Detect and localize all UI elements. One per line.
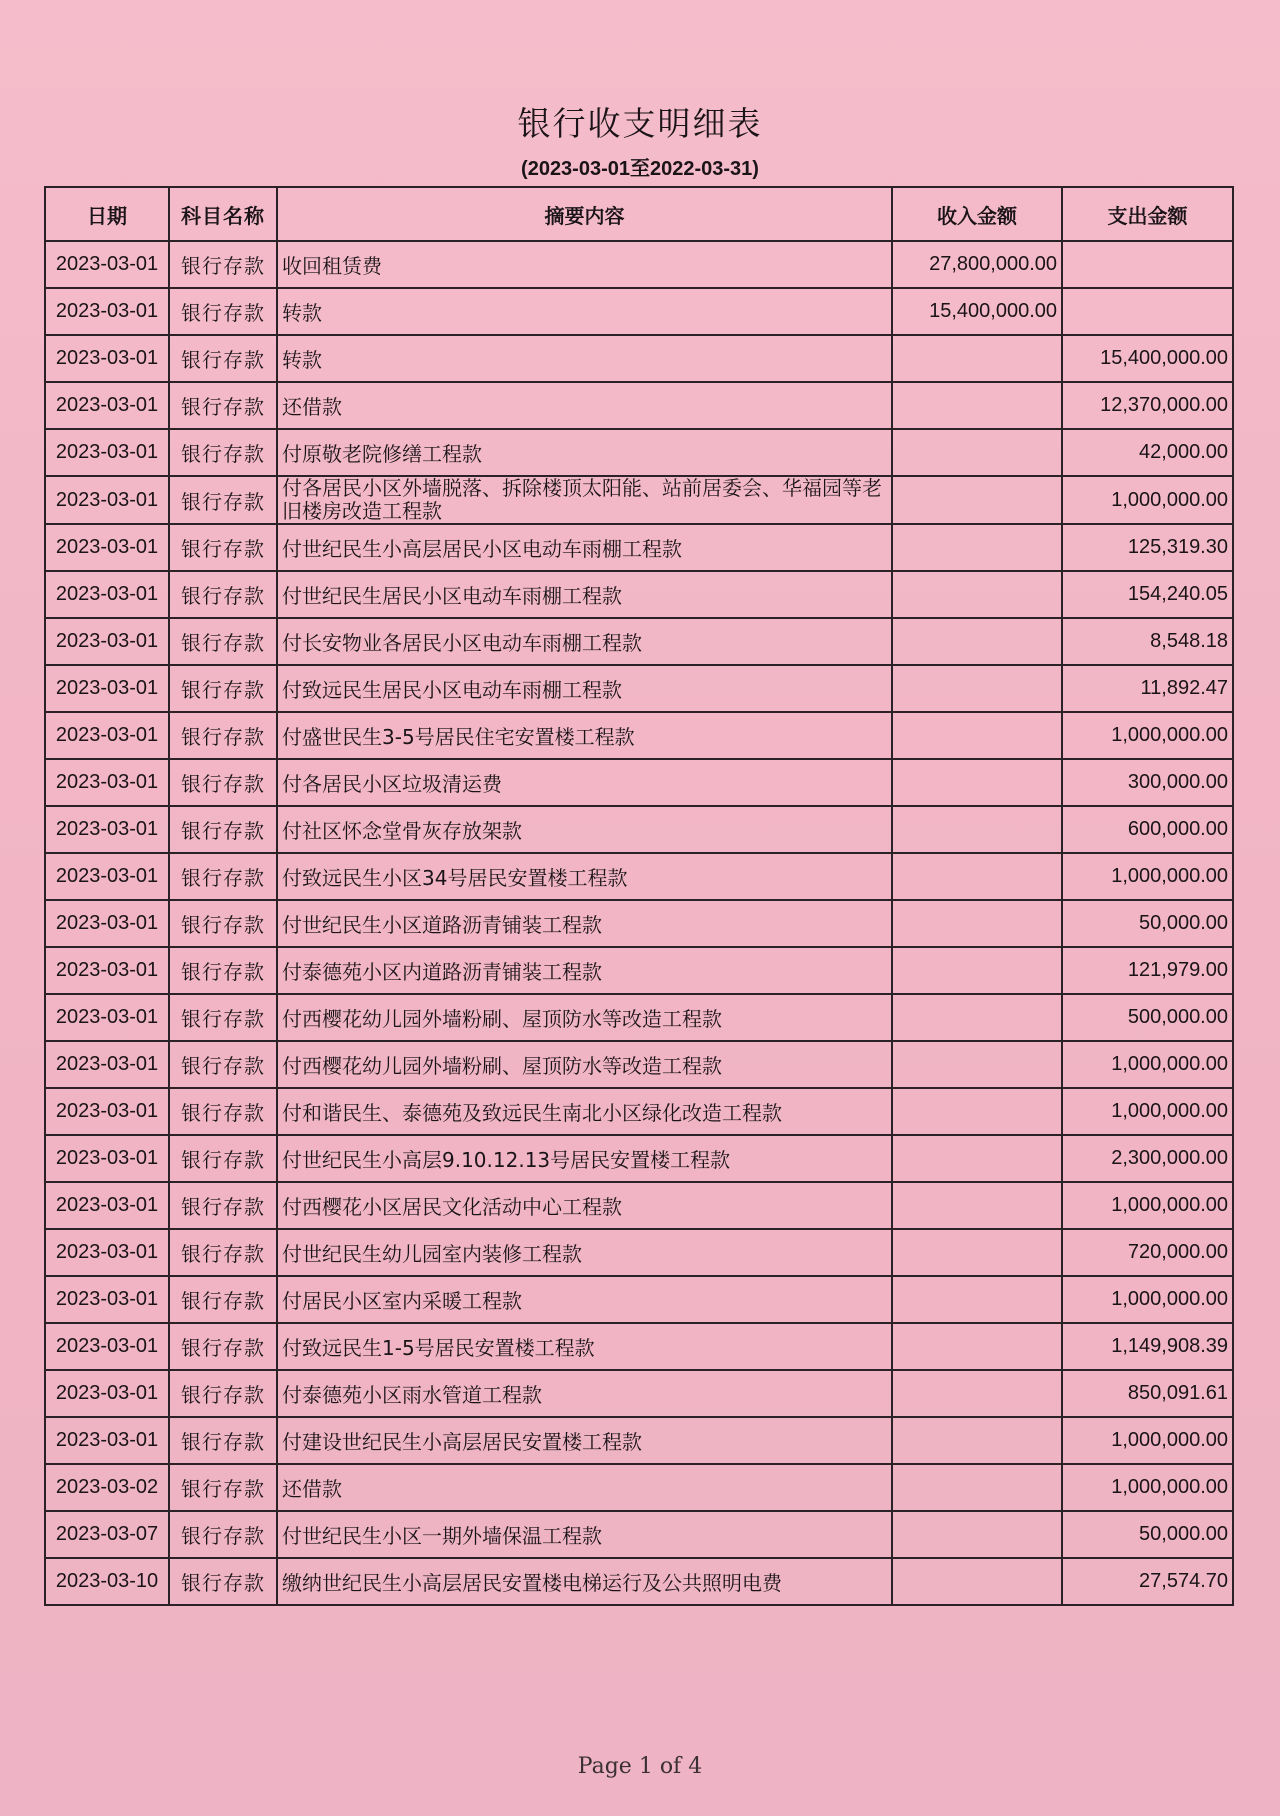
cell-summary: 付世纪民生居民小区电动车雨棚工程款 (277, 571, 892, 618)
cell-income (892, 382, 1062, 429)
cell-income (892, 618, 1062, 665)
cell-income (892, 524, 1062, 571)
cell-summary: 付社区怀念堂骨灰存放架款 (277, 806, 892, 853)
cell-expense: 1,000,000.00 (1062, 1276, 1233, 1323)
cell-income (892, 1276, 1062, 1323)
cell-income (892, 1464, 1062, 1511)
cell-summary: 还借款 (277, 382, 892, 429)
cell-summary: 付泰德苑小区内道路沥青铺装工程款 (277, 947, 892, 994)
table-row (45, 1135, 1233, 1182)
table-row (45, 524, 1233, 571)
cell-account: 银行存款 (169, 1182, 277, 1229)
cell-account: 银行存款 (169, 1041, 277, 1088)
table-row (45, 665, 1233, 712)
cell-summary: 付原敬老院修缮工程款 (277, 429, 892, 476)
cell-summary: 付世纪民生小区一期外墙保温工程款 (277, 1511, 892, 1558)
table-header-row (45, 187, 1233, 241)
cell-date: 2023-03-01 (45, 288, 169, 335)
cell-account: 银行存款 (169, 571, 277, 618)
header-summary: 摘要内容 (277, 187, 892, 241)
cell-income (892, 1558, 1062, 1605)
header-income: 收入金额 (892, 187, 1062, 241)
cell-expense: 2,300,000.00 (1062, 1135, 1233, 1182)
cell-account: 银行存款 (169, 524, 277, 571)
cell-income (892, 429, 1062, 476)
cell-expense: 27,574.70 (1062, 1558, 1233, 1605)
cell-account: 银行存款 (169, 335, 277, 382)
cell-account: 银行存款 (169, 665, 277, 712)
cell-income (892, 806, 1062, 853)
page-number: Page 1 of 4 (577, 1754, 703, 1779)
cell-expense: 15,400,000.00 (1062, 335, 1233, 382)
cell-account: 银行存款 (169, 1558, 277, 1605)
cell-income (892, 712, 1062, 759)
table-row (45, 1041, 1233, 1088)
table-row (45, 853, 1233, 900)
cell-date: 2023-03-01 (45, 947, 169, 994)
cell-date: 2023-03-07 (45, 1511, 169, 1558)
table-row (45, 335, 1233, 382)
cell-summary: 转款 (277, 288, 892, 335)
cell-date: 2023-03-01 (45, 524, 169, 571)
cell-income (892, 947, 1062, 994)
cell-expense: 1,000,000.00 (1062, 712, 1233, 759)
cell-summary: 转款 (277, 335, 892, 382)
cell-expense: 12,370,000.00 (1062, 382, 1233, 429)
cell-account: 银行存款 (169, 618, 277, 665)
table-row (45, 900, 1233, 947)
table-row (45, 806, 1233, 853)
cell-summary: 付西樱花幼儿园外墙粉刷、屋顶防水等改造工程款 (277, 1041, 892, 1088)
cell-expense: 1,000,000.00 (1062, 1182, 1233, 1229)
cell-income (892, 335, 1062, 382)
cell-expense: 500,000.00 (1062, 994, 1233, 1041)
cell-date: 2023-03-01 (45, 241, 169, 288)
cell-account: 银行存款 (169, 1323, 277, 1370)
cell-expense (1062, 288, 1233, 335)
cell-income (892, 1323, 1062, 1370)
cell-expense: 1,000,000.00 (1062, 1088, 1233, 1135)
cell-date: 2023-03-01 (45, 429, 169, 476)
ledger-table (44, 186, 1234, 1606)
cell-date: 2023-03-01 (45, 1135, 169, 1182)
table-row (45, 288, 1233, 335)
table-row (45, 1323, 1233, 1370)
cell-expense: 1,000,000.00 (1062, 853, 1233, 900)
cell-summary: 付和谐民生、泰德苑及致远民生南北小区绿化改造工程款 (277, 1088, 892, 1135)
table-row (45, 618, 1233, 665)
cell-account: 银行存款 (169, 1135, 277, 1182)
cell-income: 15,400,000.00 (892, 288, 1062, 335)
cell-date: 2023-03-01 (45, 1323, 169, 1370)
cell-income (892, 1511, 1062, 1558)
cell-expense: 300,000.00 (1062, 759, 1233, 806)
cell-expense (1062, 241, 1233, 288)
cell-date: 2023-03-01 (45, 476, 169, 524)
cell-date: 2023-03-01 (45, 571, 169, 618)
cell-summary: 付致远民生1-5号居民安置楼工程款 (277, 1323, 892, 1370)
cell-account: 银行存款 (169, 1464, 277, 1511)
cell-summary: 付居民小区室内采暖工程款 (277, 1276, 892, 1323)
cell-date: 2023-03-01 (45, 994, 169, 1041)
cell-account: 银行存款 (169, 806, 277, 853)
table-row (45, 429, 1233, 476)
cell-date: 2023-03-10 (45, 1558, 169, 1605)
cell-summary: 付建设世纪民生小高层居民安置楼工程款 (277, 1417, 892, 1464)
cell-date: 2023-03-01 (45, 1276, 169, 1323)
cell-income (892, 1088, 1062, 1135)
cell-date: 2023-03-01 (45, 382, 169, 429)
table-row (45, 712, 1233, 759)
cell-account: 银行存款 (169, 947, 277, 994)
cell-date: 2023-03-01 (45, 1229, 169, 1276)
cell-account: 银行存款 (169, 476, 277, 524)
cell-expense: 50,000.00 (1062, 1511, 1233, 1558)
cell-expense: 42,000.00 (1062, 429, 1233, 476)
cell-summary: 缴纳世纪民生小高层居民安置楼电梯运行及公共照明电费 (277, 1558, 892, 1605)
table-row (45, 1088, 1233, 1135)
cell-summary: 付长安物业各居民小区电动车雨棚工程款 (277, 618, 892, 665)
cell-income: 27,800,000.00 (892, 241, 1062, 288)
cell-date: 2023-03-01 (45, 759, 169, 806)
cell-account: 银行存款 (169, 900, 277, 947)
header-date: 日期 (45, 187, 169, 241)
cell-account: 银行存款 (169, 1088, 277, 1135)
cell-summary: 还借款 (277, 1464, 892, 1511)
cell-income (892, 759, 1062, 806)
cell-account: 银行存款 (169, 1229, 277, 1276)
table-row (45, 476, 1233, 524)
cell-account: 银行存款 (169, 994, 277, 1041)
table-row (45, 1370, 1233, 1417)
cell-income (892, 571, 1062, 618)
cell-income (892, 1182, 1062, 1229)
cell-income (892, 476, 1062, 524)
cell-expense: 121,979.00 (1062, 947, 1233, 994)
table-row (45, 1558, 1233, 1605)
cell-date: 2023-03-01 (45, 1041, 169, 1088)
cell-date: 2023-03-01 (45, 900, 169, 947)
table-row (45, 1276, 1233, 1323)
cell-date: 2023-03-01 (45, 1182, 169, 1229)
cell-income (892, 900, 1062, 947)
cell-account: 银行存款 (169, 1370, 277, 1417)
cell-account: 银行存款 (169, 853, 277, 900)
cell-summary: 付各居民小区垃圾清运费 (277, 759, 892, 806)
cell-expense: 1,000,000.00 (1062, 1041, 1233, 1088)
cell-date: 2023-03-01 (45, 665, 169, 712)
cell-income (892, 994, 1062, 1041)
cell-account: 银行存款 (169, 1511, 277, 1558)
cell-account: 银行存款 (169, 382, 277, 429)
cell-date: 2023-03-02 (45, 1464, 169, 1511)
cell-summary: 付盛世民生3-5号居民住宅安置楼工程款 (277, 712, 892, 759)
cell-summary: 付各居民小区外墙脱落、拆除楼顶太阳能、站前居委会、华福园等老旧楼房改造工程款 (277, 476, 892, 524)
table-row (45, 1229, 1233, 1276)
cell-expense: 1,000,000.00 (1062, 1464, 1233, 1511)
table-row (45, 382, 1233, 429)
cell-income (892, 665, 1062, 712)
cell-summary: 付世纪民生小区道路沥青铺装工程款 (277, 900, 892, 947)
cell-income (892, 1135, 1062, 1182)
document-title: 银行收支明细表 (517, 104, 763, 143)
cell-income (892, 1041, 1062, 1088)
cell-expense: 50,000.00 (1062, 900, 1233, 947)
cell-account: 银行存款 (169, 712, 277, 759)
cell-income (892, 1417, 1062, 1464)
date-range: (2023-03-01至2022-03-31) (521, 158, 759, 180)
cell-expense: 8,548.18 (1062, 618, 1233, 665)
cell-summary: 付世纪民生小高层居民小区电动车雨棚工程款 (277, 524, 892, 571)
cell-expense: 1,149,908.39 (1062, 1323, 1233, 1370)
cell-expense: 850,091.61 (1062, 1370, 1233, 1417)
cell-expense: 1,000,000.00 (1062, 476, 1233, 524)
cell-income (892, 1229, 1062, 1276)
cell-account: 银行存款 (169, 1417, 277, 1464)
table-row (45, 994, 1233, 1041)
cell-date: 2023-03-01 (45, 1088, 169, 1135)
cell-summary: 付泰德苑小区雨水管道工程款 (277, 1370, 892, 1417)
table-row (45, 241, 1233, 288)
table-row (45, 759, 1233, 806)
cell-date: 2023-03-01 (45, 618, 169, 665)
table-row (45, 947, 1233, 994)
cell-income (892, 1370, 1062, 1417)
cell-account: 银行存款 (169, 288, 277, 335)
cell-summary: 付西樱花小区居民文化活动中心工程款 (277, 1182, 892, 1229)
cell-date: 2023-03-01 (45, 335, 169, 382)
table-row (45, 1417, 1233, 1464)
cell-expense: 1,000,000.00 (1062, 1417, 1233, 1464)
cell-expense: 125,319.30 (1062, 524, 1233, 571)
cell-expense: 720,000.00 (1062, 1229, 1233, 1276)
cell-account: 银行存款 (169, 429, 277, 476)
cell-income (892, 853, 1062, 900)
cell-date: 2023-03-01 (45, 1370, 169, 1417)
header-account: 科目名称 (169, 187, 277, 241)
header-expense: 支出金额 (1062, 187, 1233, 241)
cell-expense: 11,892.47 (1062, 665, 1233, 712)
cell-date: 2023-03-01 (45, 806, 169, 853)
cell-account: 银行存款 (169, 759, 277, 806)
cell-summary: 付世纪民生幼儿园室内装修工程款 (277, 1229, 892, 1276)
cell-summary: 付致远民生小区34号居民安置楼工程款 (277, 853, 892, 900)
table-row (45, 571, 1233, 618)
table-row (45, 1464, 1233, 1511)
table-row (45, 1182, 1233, 1229)
cell-summary: 收回租赁费 (277, 241, 892, 288)
cell-expense: 154,240.05 (1062, 571, 1233, 618)
cell-expense: 600,000.00 (1062, 806, 1233, 853)
cell-summary: 付致远民生居民小区电动车雨棚工程款 (277, 665, 892, 712)
cell-account: 银行存款 (169, 1276, 277, 1323)
cell-date: 2023-03-01 (45, 712, 169, 759)
cell-date: 2023-03-01 (45, 853, 169, 900)
table-row (45, 1511, 1233, 1558)
ledger-body (45, 241, 1233, 1605)
cell-summary: 付西樱花幼儿园外墙粉刷、屋顶防水等改造工程款 (277, 994, 892, 1041)
cell-date: 2023-03-01 (45, 1417, 169, 1464)
cell-account: 银行存款 (169, 241, 277, 288)
cell-summary: 付世纪民生小高层9.10.12.13号居民安置楼工程款 (277, 1135, 892, 1182)
